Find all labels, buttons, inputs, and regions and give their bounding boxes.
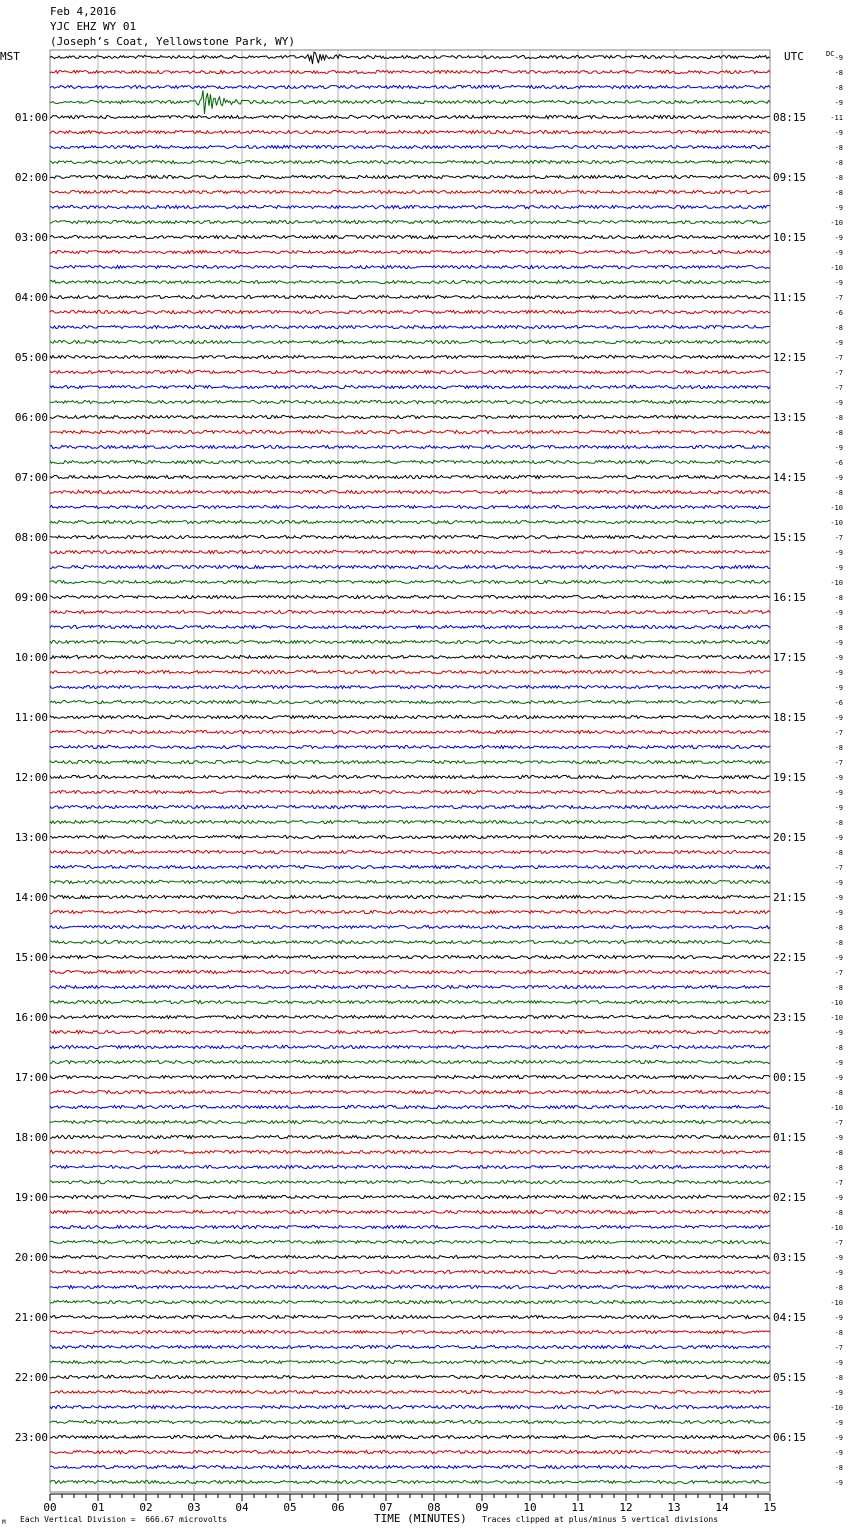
hour-label-left: 15:00	[14, 951, 48, 964]
x-tick-label: 02	[139, 1501, 153, 1514]
dc-offset-label: -9	[834, 1314, 843, 1322]
trace-row-91	[50, 1420, 770, 1423]
trace-row-62	[50, 985, 770, 988]
trace-row-27	[50, 460, 770, 463]
trace-row-92	[50, 1435, 770, 1438]
trace-row-6	[50, 145, 770, 148]
dc-offset-label: -7	[834, 354, 843, 362]
hour-label-right: 15:15	[773, 531, 807, 544]
dc-offset-label: -9	[834, 339, 843, 347]
trace-row-39	[50, 640, 770, 643]
trace-row-17	[50, 310, 770, 313]
dc-offset-label: -9	[834, 1269, 843, 1277]
trace-row-84	[50, 1315, 770, 1318]
trace-row-11	[50, 220, 770, 223]
hour-label-left: 10:00	[14, 651, 48, 664]
dc-offset-label: -8	[834, 144, 843, 152]
trace-row-51	[50, 820, 770, 823]
trace-row-0	[50, 52, 770, 64]
x-tick-label: 04	[235, 1501, 249, 1514]
hour-label-right: 03:15	[773, 1251, 807, 1264]
trace-row-32	[50, 535, 770, 538]
trace-row-70	[50, 1105, 770, 1108]
trace-row-83	[50, 1300, 770, 1303]
trace-row-45	[50, 730, 770, 733]
dc-offset-label: -9	[834, 1059, 843, 1067]
trace-row-7	[50, 160, 770, 163]
right-timezone: UTC	[784, 50, 804, 63]
hour-label-right: 22:15	[773, 951, 807, 964]
x-tick-label: 09	[475, 1501, 489, 1514]
hour-label-left: 23:00	[14, 1431, 48, 1444]
dc-offset-label: -8	[834, 1464, 843, 1472]
trace-row-82	[50, 1285, 770, 1288]
dc-offset-label: -9	[834, 789, 843, 797]
x-tick-label: 08	[427, 1501, 441, 1514]
trace-row-44	[50, 715, 770, 718]
hour-label-right: 04:15	[773, 1311, 807, 1324]
hour-label-left: 08:00	[14, 531, 48, 544]
trace-row-31	[50, 520, 770, 523]
dc-offset-label: -7	[834, 534, 843, 542]
trace-row-29	[50, 490, 770, 493]
dc-offset-label: -8	[834, 984, 843, 992]
x-tick-label: 14	[715, 1501, 729, 1514]
dc-offset-label: -9	[834, 54, 843, 62]
hour-label-left: 13:00	[14, 831, 48, 844]
trace-row-89	[50, 1390, 770, 1393]
trace-row-66	[50, 1045, 770, 1048]
hour-label-left: 18:00	[14, 1131, 48, 1144]
dc-offset-label: -9	[834, 879, 843, 887]
hour-label-left: 02:00	[14, 171, 48, 184]
dc-offset-label: -8	[834, 84, 843, 92]
trace-row-68	[50, 1075, 770, 1078]
dc-offset-label: -10	[830, 1299, 843, 1307]
dc-offset-label: -9	[834, 609, 843, 617]
x-tick-label: 00	[43, 1501, 57, 1514]
trace-row-4	[50, 115, 770, 118]
trace-row-75	[50, 1180, 770, 1183]
dc-offset-label: -9	[834, 1449, 843, 1457]
trace-row-74	[50, 1165, 770, 1168]
hour-label-right: 21:15	[773, 891, 807, 904]
dc-offset-label: -8	[834, 414, 843, 422]
hour-label-right: 13:15	[773, 411, 807, 424]
dc-offset-label: -10	[830, 1224, 843, 1232]
dc-offset-label: -9	[834, 474, 843, 482]
trace-row-9	[50, 190, 770, 193]
hour-label-left: 06:00	[14, 411, 48, 424]
dc-offset-label: -8	[834, 1164, 843, 1172]
dc-offset-label: -9	[834, 1434, 843, 1442]
dc-offset-label: -7	[834, 1179, 843, 1187]
trace-row-95	[50, 1480, 770, 1483]
trace-row-48	[50, 775, 770, 778]
trace-row-24	[50, 415, 770, 418]
dc-offset-label: -8	[834, 924, 843, 932]
dc-offset-label: -9	[834, 1479, 843, 1487]
dc-offset-label: -9	[834, 954, 843, 962]
dc-offset-label: -8	[834, 429, 843, 437]
x-axis-title: TIME (MINUTES)	[374, 1512, 467, 1525]
trace-row-41	[50, 670, 770, 673]
corner-mark: M	[2, 1519, 6, 1526]
trace-row-40	[50, 655, 770, 658]
hour-label-right: 10:15	[773, 231, 807, 244]
x-tick-label: 11	[571, 1501, 585, 1514]
dc-offset-label: -9	[834, 804, 843, 812]
dc-offset-label: -9	[834, 1134, 843, 1142]
x-tick-label: 06	[331, 1501, 345, 1514]
trace-row-20	[50, 355, 770, 358]
trace-row-42	[50, 685, 770, 688]
hour-label-left: 16:00	[14, 1011, 48, 1024]
trace-row-35	[50, 580, 770, 583]
trace-row-64	[50, 1015, 770, 1018]
dc-offset-label: -10	[830, 219, 843, 227]
dc-offset-label: -8	[834, 69, 843, 77]
dc-offset-label: -8	[834, 1209, 843, 1217]
dc-offset-label: -8	[834, 1089, 843, 1097]
trace-row-2	[50, 85, 770, 88]
dc-offset-label: -9	[834, 444, 843, 452]
hour-label-left: 14:00	[14, 891, 48, 904]
trace-row-57	[50, 910, 770, 913]
trace-row-63	[50, 1000, 770, 1003]
trace-row-16	[50, 295, 770, 298]
dc-offset-label: -9	[834, 399, 843, 407]
dc-offset-label: -6	[834, 309, 843, 317]
trace-row-59	[50, 940, 770, 943]
trace-row-15	[50, 280, 770, 283]
trace-row-25	[50, 430, 770, 433]
dc-offset-label: -9	[834, 1029, 843, 1037]
dc-offset-label: -7	[834, 1119, 843, 1127]
trace-row-93	[50, 1450, 770, 1453]
dc-offset-label: -9	[834, 1419, 843, 1427]
trace-row-94	[50, 1465, 770, 1468]
hour-label-right: 16:15	[773, 591, 807, 604]
hour-label-left: 05:00	[14, 351, 48, 364]
trace-row-38	[50, 625, 770, 628]
dc-offset-label: -8	[834, 1329, 843, 1337]
dc-offset-label: -9	[834, 654, 843, 662]
trace-row-26	[50, 445, 770, 448]
hour-label-right: 11:15	[773, 291, 807, 304]
dc-offset-label: -8	[834, 849, 843, 857]
trace-row-28	[50, 475, 770, 478]
dc-offset-label: -8	[834, 594, 843, 602]
trace-row-78	[50, 1225, 770, 1228]
trace-row-37	[50, 610, 770, 613]
trace-row-50	[50, 805, 770, 808]
clip-note: Traces clipped at plus/minus 5 vertical divisions	[482, 1515, 719, 1524]
station-code: YJC EHZ WY 01	[50, 20, 137, 33]
hour-label-right: 05:15	[773, 1371, 807, 1384]
trace-row-55	[50, 880, 770, 883]
x-tick-label: 03	[187, 1501, 201, 1514]
trace-row-53	[50, 850, 770, 853]
trace-row-19	[50, 340, 770, 343]
hour-label-left: 20:00	[14, 1251, 48, 1264]
dc-offset-label: -9	[834, 549, 843, 557]
hour-label-left: 17:00	[14, 1071, 48, 1084]
x-tick-label: 15	[763, 1501, 777, 1514]
dc-offset-label: -6	[834, 459, 843, 467]
dc-offset-label: -9	[834, 1389, 843, 1397]
dc-offset-label: -9	[834, 1194, 843, 1202]
dc-offset-label: -9	[834, 279, 843, 287]
trace-row-76	[50, 1195, 770, 1198]
trace-row-73	[50, 1150, 770, 1153]
dc-header: DC	[826, 50, 835, 58]
trace-row-80	[50, 1255, 770, 1258]
hour-label-right: 17:15	[773, 651, 807, 664]
hour-label-left: 01:00	[14, 111, 48, 124]
trace-row-13	[50, 250, 770, 253]
trace-row-21	[50, 370, 770, 373]
dc-offset-label: -7	[834, 864, 843, 872]
trace-row-8	[50, 175, 770, 178]
dc-offset-label: -9	[834, 1359, 843, 1367]
x-tick-label: 07	[379, 1501, 393, 1514]
trace-row-34	[50, 565, 770, 568]
x-tick-label: 05	[283, 1501, 297, 1514]
trace-row-86	[50, 1345, 770, 1348]
trace-row-81	[50, 1270, 770, 1273]
hour-label-left: 04:00	[14, 291, 48, 304]
dc-offset-label: -8	[834, 819, 843, 827]
dc-offset-label: -8	[834, 1284, 843, 1292]
trace-row-85	[50, 1330, 770, 1333]
x-tick-label: 01	[91, 1501, 105, 1514]
trace-row-12	[50, 235, 770, 238]
trace-row-77	[50, 1210, 770, 1213]
trace-row-33	[50, 550, 770, 553]
dc-offset-label: -9	[834, 129, 843, 137]
hour-label-right: 08:15	[773, 111, 807, 124]
dc-offset-label: -9	[834, 1254, 843, 1262]
x-tick-label: 10	[523, 1501, 537, 1514]
trace-row-23	[50, 400, 770, 403]
hour-label-right: 23:15	[773, 1011, 807, 1024]
dc-offset-label: -6	[834, 699, 843, 707]
dc-offset-label: -7	[834, 384, 843, 392]
dc-offset-label: -10	[830, 579, 843, 587]
x-tick-label: 13	[667, 1501, 681, 1514]
dc-offset-label: -9	[834, 204, 843, 212]
dc-offset-label: -7	[834, 969, 843, 977]
trace-row-52	[50, 835, 770, 838]
dc-offset-label: -9	[834, 684, 843, 692]
dc-offset-label: -9	[834, 894, 843, 902]
dc-offset-label: -10	[830, 504, 843, 512]
trace-row-14	[50, 265, 770, 268]
trace-row-90	[50, 1405, 770, 1408]
trace-row-61	[50, 970, 770, 973]
dc-offset-label: -8	[834, 1149, 843, 1157]
hour-label-left: 07:00	[14, 471, 48, 484]
dc-offset-label: -10	[830, 1014, 843, 1022]
dc-offset-label: -7	[834, 1239, 843, 1247]
dc-offset-label: -8	[834, 324, 843, 332]
trace-row-3	[50, 90, 770, 114]
trace-row-69	[50, 1090, 770, 1093]
dc-offset-label: -8	[834, 489, 843, 497]
hour-label-left: 09:00	[14, 591, 48, 604]
dc-offset-label: -7	[834, 294, 843, 302]
dc-offset-label: -7	[834, 759, 843, 767]
dc-offset-label: -10	[830, 519, 843, 527]
hour-label-left: 03:00	[14, 231, 48, 244]
hour-label-right: 01:15	[773, 1131, 807, 1144]
hour-label-right: 12:15	[773, 351, 807, 364]
dc-offset-label: -9	[834, 669, 843, 677]
trace-row-30	[50, 505, 770, 508]
dc-offset-label: -9	[834, 714, 843, 722]
trace-row-54	[50, 865, 770, 868]
trace-row-10	[50, 205, 770, 208]
dc-offset-label: -10	[830, 999, 843, 1007]
dc-offset-label: -7	[834, 729, 843, 737]
dc-offset-label: -9	[834, 639, 843, 647]
trace-row-58	[50, 925, 770, 928]
dc-offset-label: -8	[834, 1044, 843, 1052]
dc-offset-label: -9	[834, 909, 843, 917]
hour-label-right: 19:15	[773, 771, 807, 784]
dc-offset-label: -9	[834, 774, 843, 782]
trace-row-71	[50, 1120, 770, 1123]
hour-label-left: 11:00	[14, 711, 48, 724]
hour-label-right: 02:15	[773, 1191, 807, 1204]
trace-row-87	[50, 1360, 770, 1363]
left-timezone: MST	[0, 50, 20, 63]
trace-row-36	[50, 595, 770, 598]
hour-label-left: 22:00	[14, 1371, 48, 1384]
dc-offset-label: -8	[834, 1374, 843, 1382]
dc-offset-label: -11	[830, 114, 843, 122]
dc-offset-label: -10	[830, 1104, 843, 1112]
trace-row-49	[50, 790, 770, 793]
dc-offset-label: -9	[834, 249, 843, 257]
trace-row-56	[50, 895, 770, 898]
trace-row-1	[50, 70, 770, 73]
hour-label-right: 09:15	[773, 171, 807, 184]
dc-offset-label: -9	[834, 99, 843, 107]
hour-label-left: 21:00	[14, 1311, 48, 1324]
dc-offset-label: -8	[834, 744, 843, 752]
station-location: (Joseph’s Coat, Yellowstone Park, WY)	[50, 35, 296, 48]
trace-row-43	[50, 700, 770, 703]
dc-offset-label: -7	[834, 1344, 843, 1352]
trace-row-5	[50, 130, 770, 133]
dc-offset-label: -9	[834, 564, 843, 572]
trace-row-88	[50, 1375, 770, 1378]
trace-row-60	[50, 955, 770, 958]
dc-offset-label: -8	[834, 159, 843, 167]
dc-offset-label: -9	[834, 834, 843, 842]
dc-offset-label: -7	[834, 369, 843, 377]
hour-label-right: 20:15	[773, 831, 807, 844]
hour-label-right: 00:15	[773, 1071, 807, 1084]
dc-offset-label: -8	[834, 174, 843, 182]
trace-row-47	[50, 760, 770, 763]
trace-row-72	[50, 1135, 770, 1138]
dc-offset-label: -9	[834, 1074, 843, 1082]
dc-offset-label: -10	[830, 264, 843, 272]
dc-offset-label: -8	[834, 624, 843, 632]
trace-row-67	[50, 1060, 770, 1063]
trace-row-22	[50, 385, 770, 388]
dc-offset-label: -8	[834, 189, 843, 197]
trace-row-46	[50, 745, 770, 748]
trace-row-79	[50, 1240, 770, 1243]
dc-offset-label: -10	[830, 1404, 843, 1412]
hour-label-right: 14:15	[773, 471, 807, 484]
hour-label-left: 19:00	[14, 1191, 48, 1204]
hour-label-left: 12:00	[14, 771, 48, 784]
scale-note: Each Vertical Division = 666.67 microvolts	[20, 1515, 228, 1524]
hour-label-right: 18:15	[773, 711, 807, 724]
x-tick-label: 12	[619, 1501, 633, 1514]
trace-row-65	[50, 1030, 770, 1033]
dc-offset-label: -8	[834, 939, 843, 947]
hour-label-right: 06:15	[773, 1431, 807, 1444]
trace-row-18	[50, 325, 770, 328]
chart-date: Feb 4,2016	[50, 5, 117, 18]
dc-offset-label: -9	[834, 234, 843, 242]
